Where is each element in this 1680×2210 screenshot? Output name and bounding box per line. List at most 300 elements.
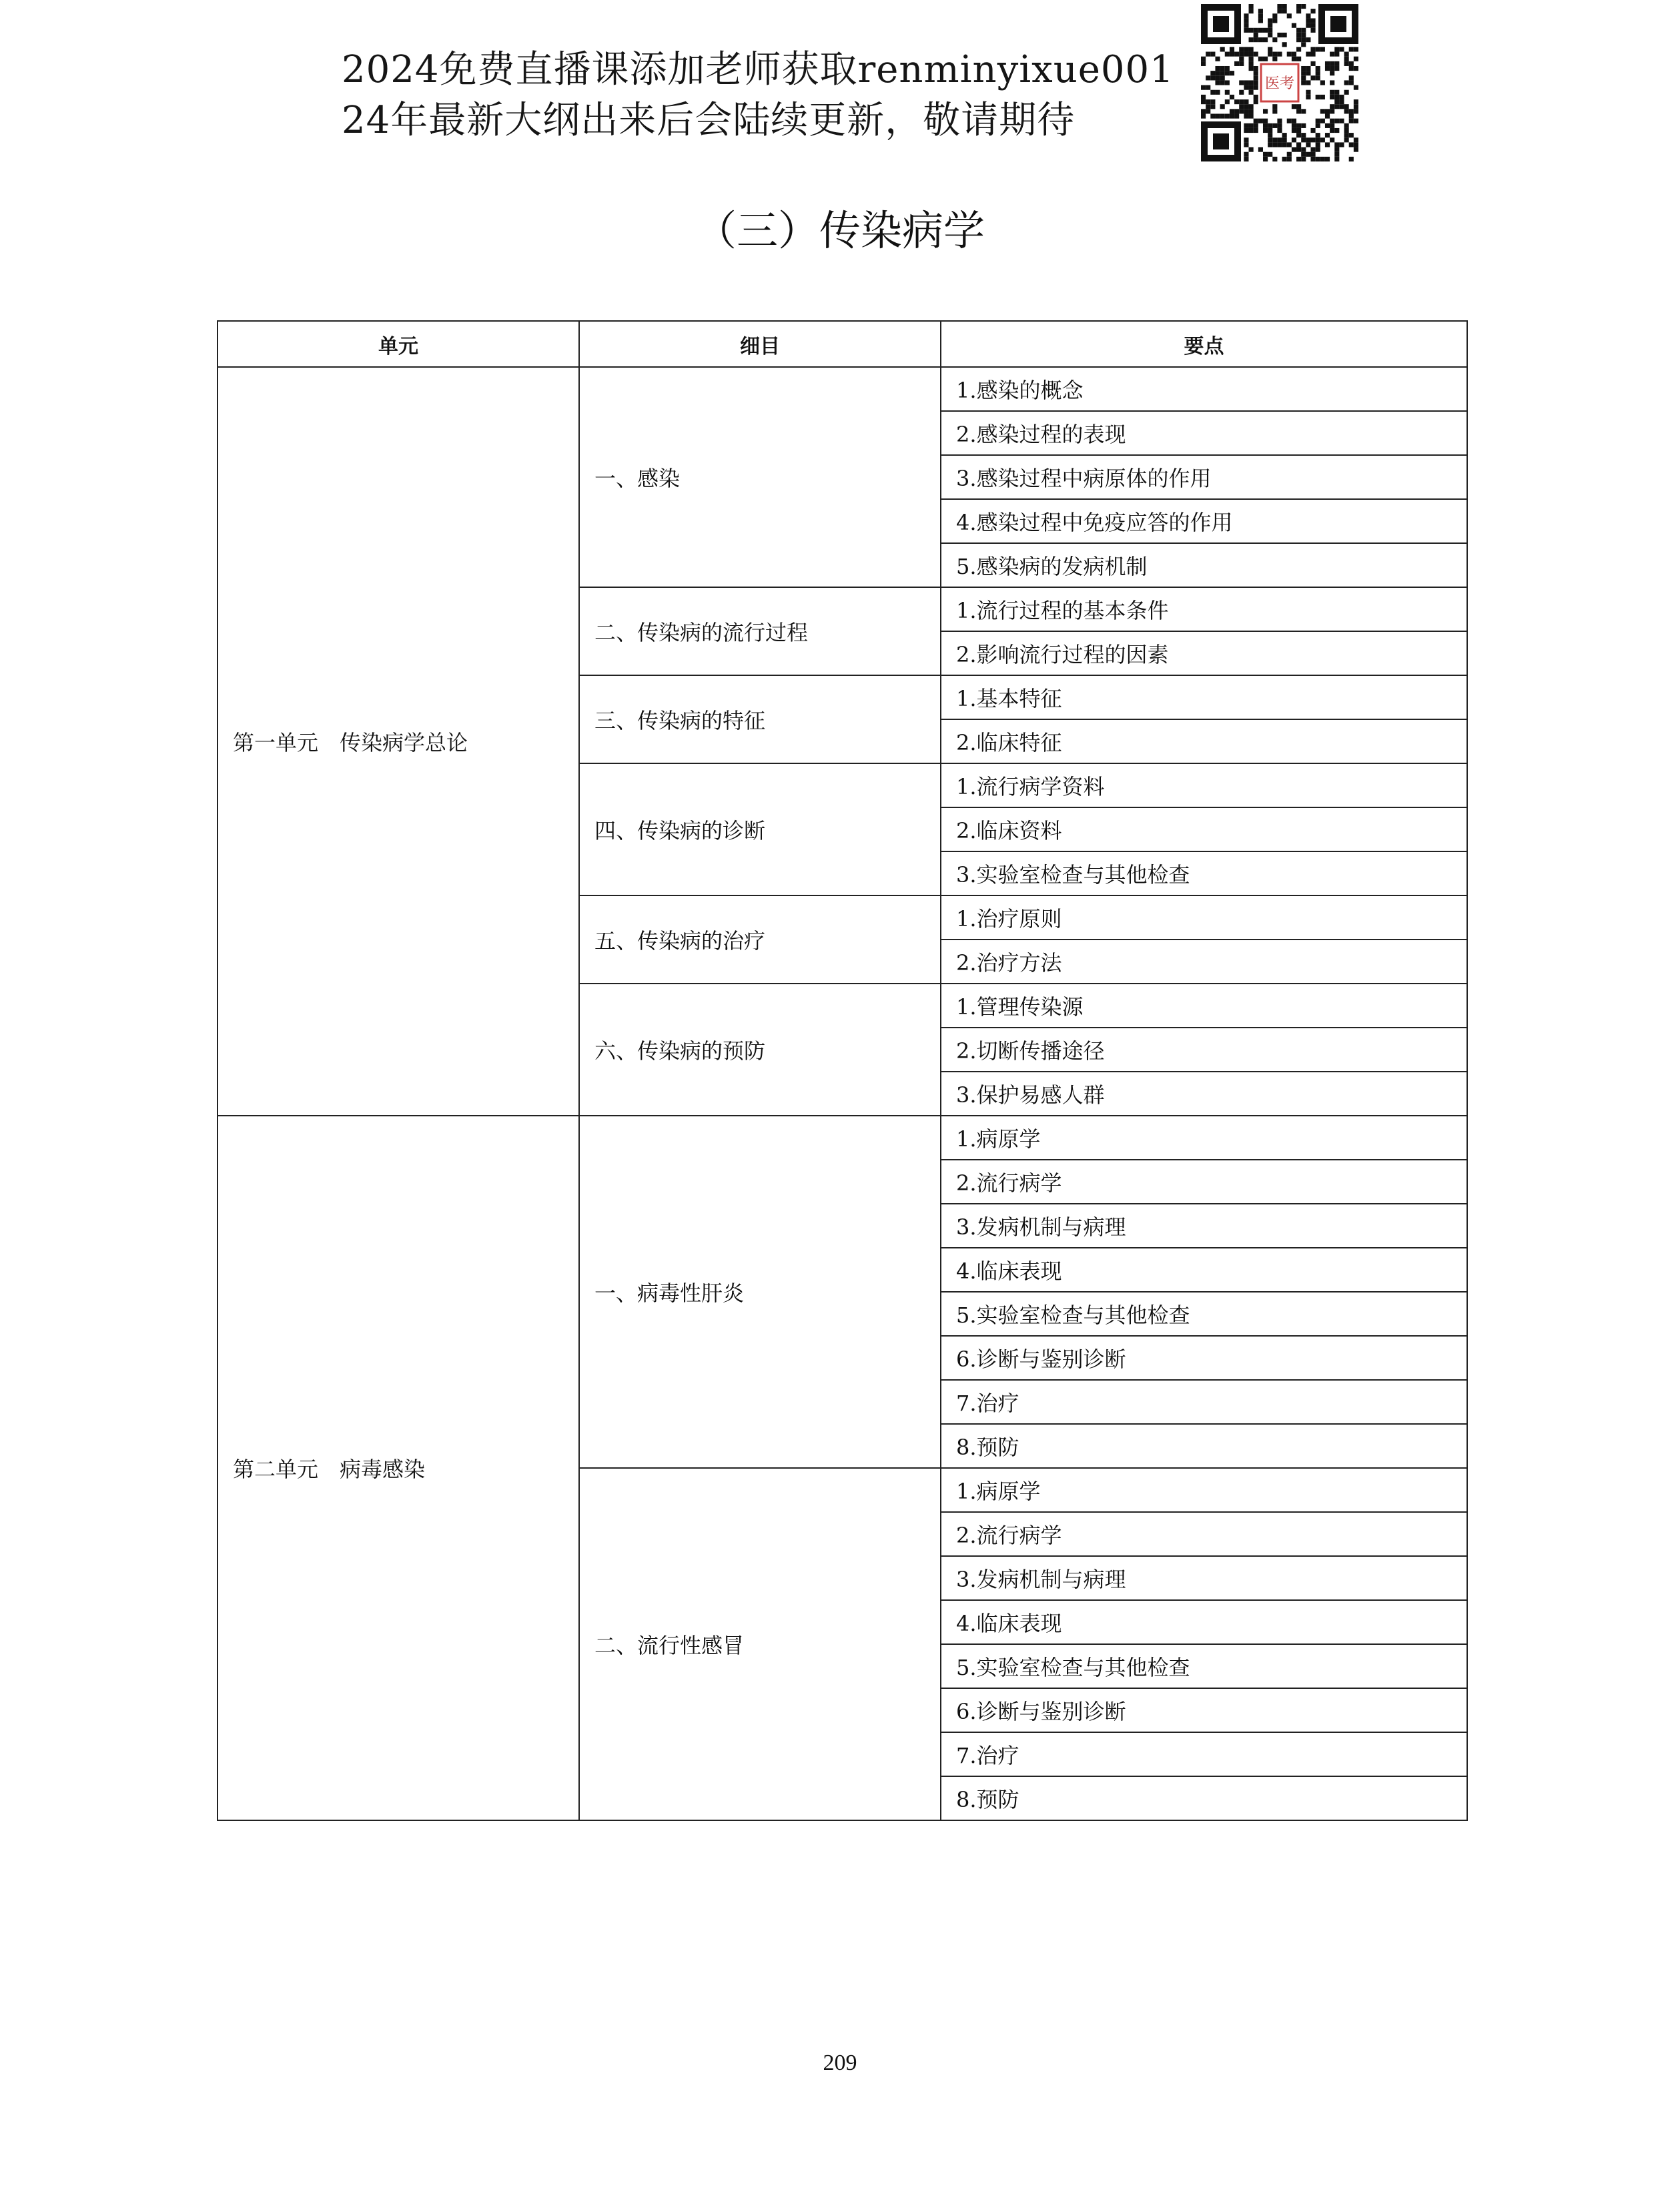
qr-module [1325, 123, 1330, 128]
qr-module [1206, 109, 1210, 113]
qr-module [1272, 13, 1277, 18]
qr-module [1277, 137, 1282, 142]
qr-module [1334, 152, 1339, 157]
qr-module [1296, 147, 1301, 152]
qr-module [1268, 123, 1272, 128]
qr-module [1249, 9, 1254, 13]
qr-module [1225, 80, 1230, 85]
qr-module [1254, 75, 1258, 80]
qr-module [1325, 66, 1330, 71]
qr-module [1282, 133, 1287, 137]
point-cell: 8.预防 [941, 1424, 1467, 1468]
qr-module [1225, 52, 1230, 57]
qr-module [1306, 52, 1310, 57]
qr-module [1249, 80, 1254, 85]
header-promo-line-1: 2024免费直播课添加老师获取renminyixue001 [342, 48, 1174, 91]
syllabus-table-body [218, 367, 1467, 1820]
qr-module [1334, 52, 1339, 57]
qr-module [1316, 137, 1320, 142]
qr-module [1310, 23, 1315, 28]
qr-module [1301, 4, 1306, 9]
point-cell: 2.治疗方法 [941, 940, 1467, 984]
qr-module [1277, 123, 1282, 128]
qr-module [1316, 95, 1320, 99]
point-cell: 3.实验室检查与其他检查 [941, 851, 1467, 895]
qr-module [1316, 47, 1320, 51]
qr-module [1316, 123, 1320, 128]
qr-module [1244, 152, 1248, 157]
qr-module [1277, 128, 1282, 133]
qr-module [1215, 113, 1220, 118]
qr-module [1263, 37, 1268, 42]
qr-module [1249, 66, 1254, 71]
qr-module [1354, 104, 1358, 109]
qr-module [1268, 133, 1272, 137]
qr-module [1344, 133, 1349, 137]
qr-module [1206, 52, 1210, 57]
qr-module [1344, 80, 1349, 85]
qr-module [1244, 28, 1248, 33]
point-cell: 2.临床特征 [941, 719, 1467, 763]
qr-module [1244, 99, 1248, 104]
qr-module [1230, 47, 1234, 51]
qr-module [1344, 90, 1349, 95]
qr-module [1263, 109, 1268, 113]
qr-module [1210, 90, 1215, 95]
qr-module [1282, 9, 1287, 13]
qr-module [1210, 75, 1215, 80]
section-cell: 四、传染病的诊断 [579, 763, 941, 895]
qr-module [1249, 109, 1254, 113]
qr-module [1301, 109, 1306, 113]
qr-module [1316, 71, 1320, 75]
point-cell: 4.临床表现 [941, 1600, 1467, 1644]
qr-module [1310, 18, 1315, 23]
qr-module [1268, 152, 1272, 157]
qr-module [1330, 137, 1334, 142]
qr-module [1292, 52, 1296, 57]
qr-module [1316, 133, 1320, 137]
qr-module [1301, 133, 1306, 137]
qr-module [1201, 85, 1206, 90]
qr-module [1334, 147, 1339, 152]
qr-module [1249, 147, 1254, 152]
qr-module [1239, 109, 1244, 113]
qr-module [1354, 142, 1358, 147]
qr-module [1254, 66, 1258, 71]
qr-module [1201, 109, 1206, 113]
qr-module [1354, 99, 1358, 104]
qr-module [1249, 47, 1254, 51]
qr-module [1334, 128, 1339, 133]
qr-module [1296, 9, 1301, 13]
point-cell: 3.感染过程中病原体的作用 [941, 455, 1467, 499]
qr-module [1254, 80, 1258, 85]
qr-module [1344, 61, 1349, 66]
qr-module [1282, 142, 1287, 147]
qr-module [1306, 18, 1310, 23]
qr-module [1268, 137, 1272, 142]
qr-module [1287, 157, 1292, 161]
qr-module [1301, 42, 1306, 47]
qr-module [1306, 80, 1310, 85]
qr-module [1268, 23, 1272, 28]
qr-module [1296, 33, 1301, 37]
qr-module [1306, 152, 1310, 157]
qr-module [1325, 109, 1330, 113]
qr-module [1272, 157, 1277, 161]
qr-module [1244, 113, 1248, 118]
section-cell: 一、感染 [579, 367, 941, 587]
qr-module [1306, 95, 1310, 99]
qr-module [1258, 119, 1263, 123]
qr-module [1277, 9, 1282, 13]
qr-module [1254, 71, 1258, 75]
point-cell: 7.治疗 [941, 1732, 1467, 1776]
qr-module [1320, 109, 1325, 113]
section-cell: 二、传染病的流行过程 [579, 587, 941, 675]
qr-module [1344, 109, 1349, 113]
qr-module [1296, 57, 1301, 61]
qr-module [1301, 33, 1306, 37]
qr-module [1334, 99, 1339, 104]
qr-module [1263, 157, 1268, 161]
qr-module [1254, 99, 1258, 104]
point-cell: 5.实验室检查与其他检查 [941, 1292, 1467, 1336]
qr-module [1296, 142, 1301, 147]
qr-module [1287, 119, 1292, 123]
qr-module [1344, 57, 1349, 61]
point-cell: 3.发病机制与病理 [941, 1204, 1467, 1248]
qr-module [1310, 157, 1315, 161]
qr-module [1334, 95, 1339, 99]
qr-module [1272, 142, 1277, 147]
qr-module [1249, 85, 1254, 90]
qr-module [1263, 152, 1268, 157]
header-promo-line-2: 24年最新大纲出来后会陆续更新，敬请期待 [342, 99, 1076, 142]
qr-module [1325, 157, 1330, 161]
qr-module [1244, 137, 1248, 142]
qr-module [1282, 33, 1287, 37]
qr-module [1244, 13, 1248, 18]
point-cell: 1.流行过程的基本条件 [941, 587, 1467, 631]
point-cell: 2.切断传播途径 [941, 1028, 1467, 1072]
qr-module [1354, 119, 1358, 123]
point-cell: 2.临床资料 [941, 807, 1467, 851]
qr-module [1316, 147, 1320, 152]
qr-module [1349, 133, 1354, 137]
section-cell: 五、传染病的治疗 [579, 895, 941, 984]
qr-module [1292, 57, 1296, 61]
qr-module [1325, 113, 1330, 118]
qr-module [1306, 23, 1310, 28]
qr-module [1249, 128, 1254, 133]
qr-module [1306, 13, 1310, 18]
qr-module [1239, 52, 1244, 57]
qr-module [1334, 142, 1339, 147]
qr-module [1330, 109, 1334, 113]
qr-module [1230, 52, 1234, 57]
qr-logo-text: 医考 [1264, 75, 1295, 92]
qr-module [1354, 47, 1358, 51]
qr-module [1287, 152, 1292, 157]
column-header-points: 要点 [941, 321, 1467, 367]
qr-module [1220, 75, 1225, 80]
point-cell: 5.感染病的发病机制 [941, 543, 1467, 587]
qr-module [1349, 119, 1354, 123]
qr-module [1316, 119, 1320, 123]
qr-module [1354, 137, 1358, 142]
qr-module [1201, 113, 1206, 118]
qr-module [1320, 80, 1325, 85]
point-cell: 2.感染过程的表现 [941, 411, 1467, 455]
qr-module [1296, 128, 1301, 133]
qr-module [1244, 104, 1248, 109]
qr-module [1239, 80, 1244, 85]
qr-module [1272, 18, 1277, 23]
qr-module [1349, 47, 1354, 51]
qr-module [1206, 104, 1210, 109]
qr-module [1349, 80, 1354, 85]
section-cell: 二、流行性感冒 [579, 1468, 941, 1820]
qr-module [1254, 37, 1258, 42]
qr-module [1244, 47, 1248, 51]
qr-module [1344, 128, 1349, 133]
qr-module [1296, 133, 1301, 137]
qr-module [1215, 66, 1220, 71]
qr-code-icon [1201, 4, 1358, 161]
qr-module [1334, 47, 1339, 51]
qr-module [1354, 85, 1358, 90]
point-cell: 3.保护易感人群 [941, 1072, 1467, 1116]
qr-module [1301, 66, 1306, 71]
section-cell: 三、传染病的特征 [579, 675, 941, 763]
column-header-unit: 单元 [218, 321, 579, 367]
qr-module [1349, 157, 1354, 161]
qr-module [1206, 85, 1210, 90]
qr-module [1215, 75, 1220, 80]
qr-module [1320, 95, 1325, 99]
qr-module [1330, 123, 1334, 128]
qr-module [1244, 128, 1248, 133]
qr-module [1296, 4, 1301, 9]
column-header-subitem: 细目 [579, 321, 941, 367]
qr-module [1234, 99, 1239, 104]
point-cell: 4.临床表现 [941, 1248, 1467, 1292]
qr-module [1215, 90, 1220, 95]
qr-module [1272, 109, 1277, 113]
qr-module [1239, 99, 1244, 104]
qr-module [1268, 142, 1272, 147]
qr-module [1301, 75, 1306, 80]
qr-module [1254, 119, 1258, 123]
point-cell: 2.流行病学 [941, 1512, 1467, 1556]
qr-module [1244, 109, 1248, 113]
qr-module [1301, 37, 1306, 42]
qr-module [1201, 61, 1206, 66]
table-row [218, 1116, 1467, 1160]
qr-module [1339, 47, 1344, 51]
qr-module [1254, 33, 1258, 37]
page-number: 209 [823, 2051, 857, 2075]
qr-module [1239, 57, 1244, 61]
qr-module [1330, 66, 1334, 71]
qr-module [1210, 52, 1215, 57]
qr-module [1201, 99, 1206, 104]
qr-module [1301, 137, 1306, 142]
section-cell: 六、传染病的预防 [579, 984, 941, 1116]
qr-module [1234, 113, 1239, 118]
qr-module [1316, 75, 1320, 80]
qr-module [1282, 4, 1287, 9]
point-cell: 5.实验室检查与其他检查 [941, 1644, 1467, 1688]
qr-module [1330, 52, 1334, 57]
qr-module [1334, 66, 1339, 71]
page-title: （三）传染病学 [695, 206, 985, 255]
qr-module [1268, 28, 1272, 33]
qr-module [1320, 137, 1325, 142]
qr-module [1330, 128, 1334, 133]
qr-module [1330, 90, 1334, 95]
qr-module [1258, 147, 1263, 152]
point-cell: 8.预防 [941, 1776, 1467, 1820]
qr-module [1225, 71, 1230, 75]
point-cell: 7.治疗 [941, 1380, 1467, 1424]
qr-module [1263, 123, 1268, 128]
point-cell: 2.流行病学 [941, 1160, 1467, 1204]
qr-module [1282, 42, 1287, 47]
qr-module [1339, 95, 1344, 99]
qr-module [1220, 47, 1225, 51]
qr-module [1330, 119, 1334, 123]
qr-module [1277, 142, 1282, 147]
qr-module [1220, 104, 1225, 109]
qr-module [1296, 123, 1301, 128]
qr-module [1296, 37, 1301, 42]
qr-module [1292, 104, 1296, 109]
qr-module [1320, 157, 1325, 161]
qr-module [1263, 28, 1268, 33]
qr-module [1230, 71, 1234, 75]
qr-module [1344, 104, 1349, 109]
qr-module [1310, 28, 1315, 33]
qr-module [1339, 119, 1344, 123]
qr-module [1272, 123, 1277, 128]
qr-module [1249, 123, 1254, 128]
point-cell: 1.治疗原则 [941, 895, 1467, 940]
qr-module [1230, 113, 1234, 118]
qr-module [1316, 142, 1320, 147]
qr-module [1249, 57, 1254, 61]
qr-module [1249, 104, 1254, 109]
qr-module [1258, 57, 1263, 61]
qr-module [1334, 104, 1339, 109]
qr-module [1272, 52, 1277, 57]
qr-module [1239, 47, 1244, 51]
qr-module [1349, 61, 1354, 66]
qr-module [1306, 66, 1310, 71]
table-row [218, 367, 1467, 411]
qr-module [1287, 52, 1292, 57]
table-header-row [218, 321, 1467, 367]
qr-module [1310, 75, 1315, 80]
qr-module [1310, 137, 1315, 142]
qr-module [1263, 128, 1268, 133]
qr-module [1316, 157, 1320, 161]
qr-module [1330, 104, 1334, 109]
qr-module [1354, 57, 1358, 61]
qr-module [1349, 66, 1354, 71]
qr-module [1254, 95, 1258, 99]
qr-module [1249, 113, 1254, 118]
qr-module [1268, 33, 1272, 37]
qr-module [1296, 104, 1301, 109]
qr-module [1344, 137, 1349, 142]
qr-module [1249, 61, 1254, 66]
qr-module [1301, 28, 1306, 33]
qr-module [1254, 85, 1258, 90]
unit-cell: 第一单元 传染病学总论 [218, 367, 579, 1116]
qr-module [1239, 104, 1244, 109]
qr-module [1325, 61, 1330, 66]
qr-module [1320, 47, 1325, 51]
qr-module [1354, 147, 1358, 152]
point-cell: 1.病原学 [941, 1116, 1467, 1160]
point-cell: 3.发病机制与病理 [941, 1556, 1467, 1600]
qr-module [1249, 4, 1254, 9]
qr-module [1301, 71, 1306, 75]
qr-module [1230, 95, 1234, 99]
qr-module [1330, 61, 1334, 66]
qr-module [1201, 57, 1206, 61]
qr-module [1296, 109, 1301, 113]
qr-module [1220, 66, 1225, 71]
qr-module [1344, 52, 1349, 57]
qr-module [1334, 119, 1339, 123]
qr-module [1272, 37, 1277, 42]
qr-module [1215, 57, 1220, 61]
qr-module [1249, 28, 1254, 33]
qr-module [1272, 57, 1277, 61]
qr-module [1301, 152, 1306, 157]
qr-module [1306, 142, 1310, 147]
qr-module [1215, 71, 1220, 75]
qr-module [1310, 52, 1315, 57]
qr-module [1239, 61, 1244, 66]
qr-module [1244, 52, 1248, 57]
point-cell: 1.管理传染源 [941, 984, 1467, 1028]
qr-module [1268, 18, 1272, 23]
qr-module [1301, 147, 1306, 152]
point-cell: 2.影响流行过程的因素 [941, 631, 1467, 675]
qr-module [1258, 28, 1263, 33]
qr-module [1244, 123, 1248, 128]
qr-module [1292, 147, 1296, 152]
qr-module [1244, 80, 1248, 85]
qr-module [1258, 13, 1263, 18]
qr-module [1310, 152, 1315, 157]
qr-module [1292, 23, 1296, 28]
point-cell: 4.感染过程中免疫应答的作用 [941, 499, 1467, 543]
qr-module [1349, 142, 1354, 147]
point-cell: 1.基本特征 [941, 675, 1467, 719]
qr-module [1239, 90, 1244, 95]
qr-module [1296, 157, 1301, 161]
qr-module [1244, 85, 1248, 90]
qr-module [1282, 137, 1287, 142]
qr-module [1254, 123, 1258, 128]
qr-module [1310, 147, 1315, 152]
